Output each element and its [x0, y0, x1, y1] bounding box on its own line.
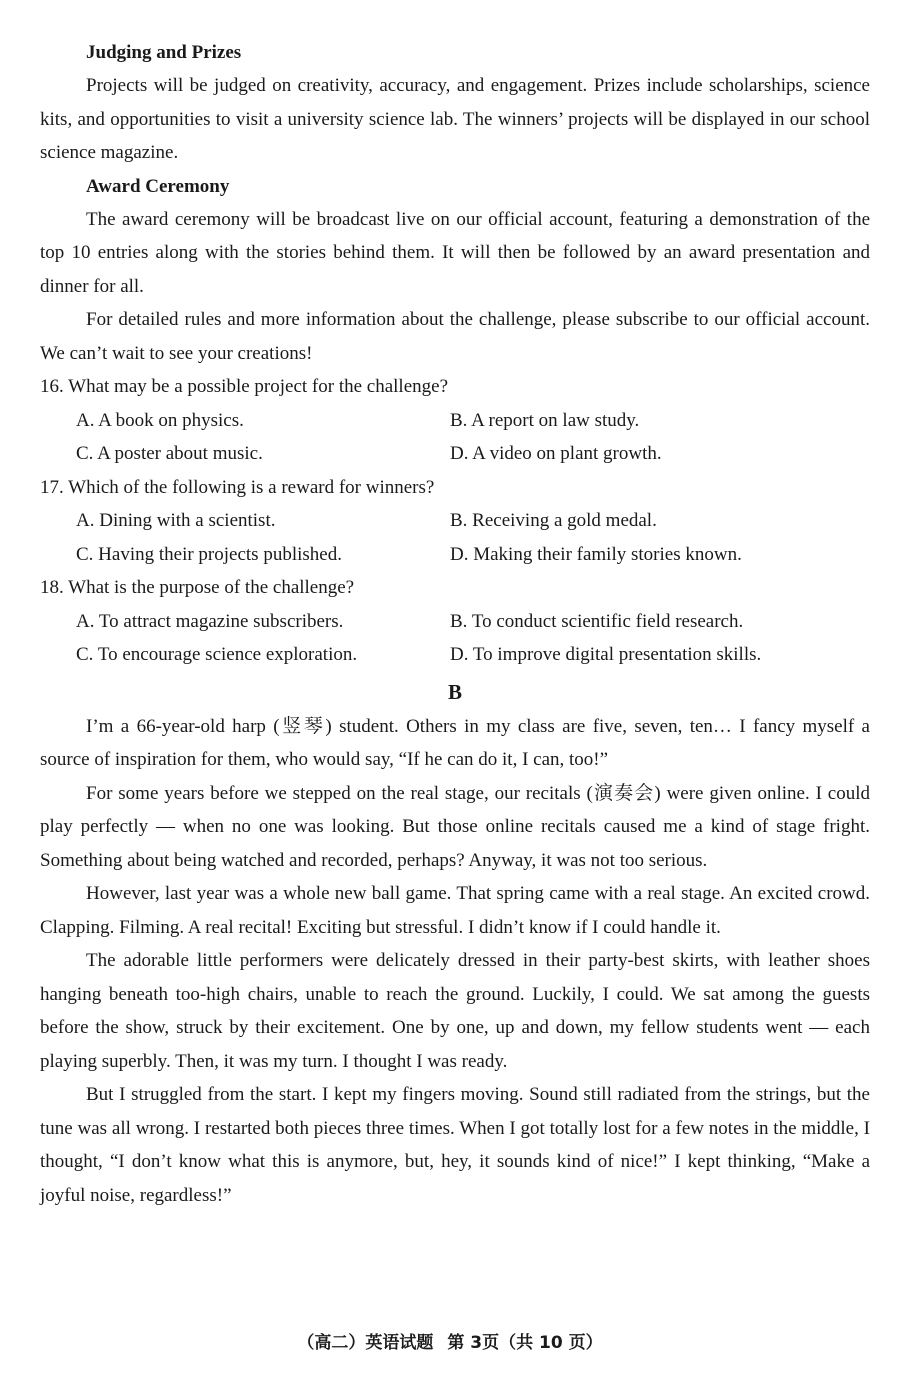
- judging-paragraph: Projects will be judged on creativity, accuracy, and engagement. Prizes include scholarships, science kits, and opportunities to visit a university science lab. The winners’ projects will be displayed in our school science magazine.: [40, 75, 870, 163]
- option-a: A. Dining with a scientist.: [76, 510, 276, 531]
- option-grid: [40, 404, 870, 471]
- option-d: D. To improve digital presentation skills.: [450, 644, 762, 665]
- option-b: B. To conduct scientific field research.: [450, 610, 744, 632]
- story-paragraph-1: I’m a 66-year-old harp (竖琴) student. Others in my class are five, seven, ten… I fancy myself a source of inspiration for them, who would say, “If he can do it, I can, too!”: [40, 715, 870, 770]
- ceremony-heading: Award Ceremony: [86, 175, 230, 197]
- question-16: [40, 370, 870, 471]
- question-17: [40, 471, 870, 572]
- ceremony-paragraph: The award ceremony will be broadcast live on our official account, featuring a demonstration of the top 10 entries along with the stories behind them. It will then be followed by an award presentation and dinner for all.: [40, 208, 870, 297]
- option-b: B. A report on law study.: [450, 409, 640, 431]
- section-b-label: B: [447, 679, 462, 704]
- option-grid: [40, 504, 870, 571]
- question-18: [40, 571, 870, 672]
- question-stem: 17. Which of the following is a reward for winners?: [40, 476, 435, 498]
- option-d: D. Making their family stories known.: [450, 543, 742, 565]
- page-footer: [0, 1328, 900, 1353]
- footer-grade: （高二）英语试题: [297, 1333, 434, 1353]
- option-c: C. A poster about music.: [76, 443, 263, 464]
- judging-heading: Judging and Prizes: [86, 42, 242, 63]
- option-c: C. Having their projects published.: [76, 543, 342, 565]
- footer-page-number: 第 3页（共 10 页）: [447, 1333, 603, 1353]
- option-d: D. A video on plant growth.: [450, 443, 662, 464]
- option-grid: [40, 605, 870, 672]
- story-paragraph-4: The adorable little performers were delicately dressed in their party-best skirts, with leather shoes hanging beneath too-high chairs, unable to reach the ground. Luckily, I could. We sat among the guests before the show, struck by their excitement. One by one, up and down, my fellow students went — each playing superbly. Then, it was my turn. I thought I was ready.: [40, 950, 870, 1072]
- option-a: A. To attract magazine subscribers.: [76, 610, 344, 632]
- story-paragraph-2: For some years before we stepped on the real stage, our recitals (演奏会) were given online. I could play perfectly — when no one was looking. But those online recitals caused me a kind of stage fright. Something about being watched and recorded, perhaps? Anyway, it was not too serious.: [40, 782, 870, 871]
- closing-paragraph: For detailed rules and more information about the challenge, please subscribe to our official account. We can’t wait to see your creations!: [40, 309, 870, 364]
- option-a: A. A book on physics.: [76, 409, 244, 431]
- option-b: B. Receiving a gold medal.: [450, 510, 657, 531]
- option-c: C. To encourage science exploration.: [76, 644, 358, 665]
- question-stem: 18. What is the purpose of the challenge?: [40, 577, 355, 598]
- story-paragraph-3: However, last year was a whole new ball game. That spring came with a real stage. An excited crowd. Clapping. Filming. A real recital! Exciting but stressful. I didn’t know if I could handle it.: [40, 883, 870, 938]
- story-paragraph-5: But I struggled from the start. I kept my fingers moving. Sound still radiated from the strings, but the tune was all wrong. I restarted both pieces three times. When I got totally lost for a few notes in the middle, I thought, “I don’t know what this is anymore, but, hey, it sounds kind of nice!” I kept thinking, “Make a joyful noise, regardless!”: [40, 1084, 870, 1206]
- question-stem: 16. What may be a possible project for the challenge?: [40, 376, 448, 397]
